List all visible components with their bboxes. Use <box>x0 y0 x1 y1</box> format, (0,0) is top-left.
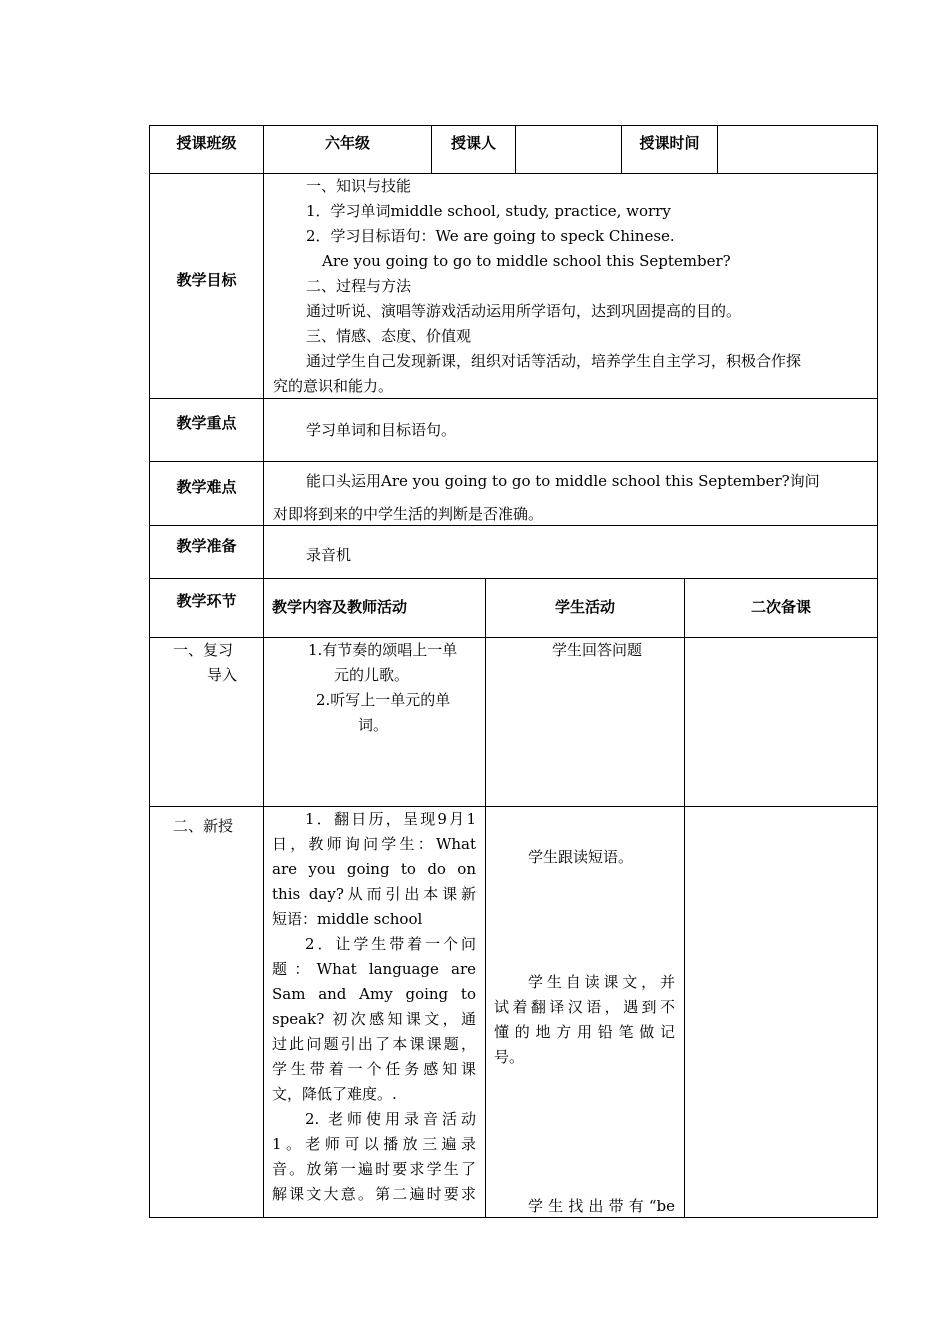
objectives-line: 2．学习目标语句：We are going to speck Chinese. <box>306 227 675 245</box>
table-border-right <box>877 125 878 1218</box>
difficulties-line: 对即将到来的中学生活的判断是否准确。 <box>273 505 544 523</box>
objectives-line: 一、知识与技能 <box>306 177 412 195</box>
table-rule <box>263 125 264 1218</box>
time-label: 授课时间 <box>639 134 700 152</box>
objectives-line: 究的意识和能力。 <box>273 377 394 395</box>
content-line: 1.有节奏的颂唱上一单 <box>308 641 458 659</box>
student-line: 号。 <box>494 1048 525 1066</box>
content-line: 学生带着一个任务感知课 <box>272 1060 476 1078</box>
content-line: 题：What language are <box>272 960 476 978</box>
content-line: 音。放第一遍时要求学生了 <box>272 1160 476 1178</box>
class-value: 六年级 <box>324 134 370 152</box>
table-rule <box>149 637 878 638</box>
content-line: 过此问题引出了本课课题， <box>272 1035 476 1053</box>
content-line: this day?从而引出本课新 <box>272 885 476 903</box>
table-rule <box>485 578 486 1218</box>
second-prep-header: 二次备课 <box>750 598 811 616</box>
content-line: 2. 老师使用录音活动 <box>305 1110 476 1128</box>
student-line: 懂的地方用铅笔做记 <box>494 1023 675 1041</box>
stage-new: 二、新授 <box>173 817 234 835</box>
student-line: 学生回答问题 <box>552 641 643 659</box>
content-line: 日，教师询问学生：What <box>272 835 476 853</box>
student-line: 学生找出带有“be <box>528 1197 675 1215</box>
content-line: 词。 <box>358 716 389 734</box>
objectives-line: 1．学习单词middle school, study, practice, worry <box>306 202 671 220</box>
objectives-line: 二、过程与方法 <box>306 277 412 295</box>
stage-header: 教学环节 <box>176 592 237 610</box>
student-line: 学生跟读短语。 <box>528 848 634 866</box>
objectives-line: 通过学生自己发现新课，组织对话等活动，培养学生自主学习，积极合作探 <box>306 352 802 370</box>
objectives-label: 教学目标 <box>176 271 237 289</box>
content-line: Sam and Amy going to <box>272 985 476 1003</box>
key-points-label: 教学重点 <box>176 414 237 432</box>
table-rule <box>149 461 878 462</box>
class-label: 授课班级 <box>176 134 237 152</box>
objectives-line: Are you going to go to middle school this September? <box>322 252 731 270</box>
table-rule <box>515 125 516 174</box>
teacher-label: 授课人 <box>450 134 496 152</box>
content-line: 文，降低了难度。. <box>272 1085 397 1103</box>
preparation-text: 录音机 <box>306 546 352 564</box>
student-header: 学生活动 <box>554 598 615 616</box>
content-line: 短语：middle school <box>272 910 423 928</box>
table-rule <box>149 398 878 399</box>
key-points-text: 学习单词和目标语句。 <box>306 421 457 439</box>
student-line: 试着翻译汉语，遇到不 <box>494 998 675 1016</box>
objectives-line: 通过听说、演唱等游戏活动运用所学语句，达到巩固提高的目的。 <box>306 302 742 320</box>
table-rule <box>684 578 685 1218</box>
content-line: 2．让学生带着一个问 <box>305 935 476 953</box>
content-line: 1．翻日历，呈现9月1 <box>305 810 476 828</box>
content-line: 2.听写上一单元的单 <box>316 691 451 709</box>
table-rule <box>717 125 718 174</box>
content-line: 元的儿歌。 <box>334 666 410 684</box>
preparation-label: 教学准备 <box>176 537 237 555</box>
content-header: 教学内容及教师活动 <box>272 598 408 616</box>
stage-review: 一、复习 <box>173 641 234 659</box>
table-border-bottom <box>149 1217 878 1218</box>
table-rule <box>149 806 878 807</box>
table-rule <box>149 173 878 174</box>
table-border-top <box>149 125 878 126</box>
content-line: 解课文大意。第二遍时要求 <box>272 1185 476 1203</box>
content-line: 1。老师可以播放三遍录 <box>272 1135 476 1153</box>
difficulties-label: 教学难点 <box>176 478 237 496</box>
stage-review: 导入 <box>207 666 238 684</box>
content-line: are you going to do on <box>272 860 476 878</box>
difficulties-line: 能口头运用Are you going to go to middle school this September?询问 <box>306 472 820 490</box>
student-line: 学生自读课文，并 <box>528 973 675 991</box>
content-line: speak? 初次感知课文，通 <box>272 1010 476 1028</box>
table-rule <box>149 578 878 579</box>
objectives-line: 三、情感、态度、价值观 <box>306 327 472 345</box>
